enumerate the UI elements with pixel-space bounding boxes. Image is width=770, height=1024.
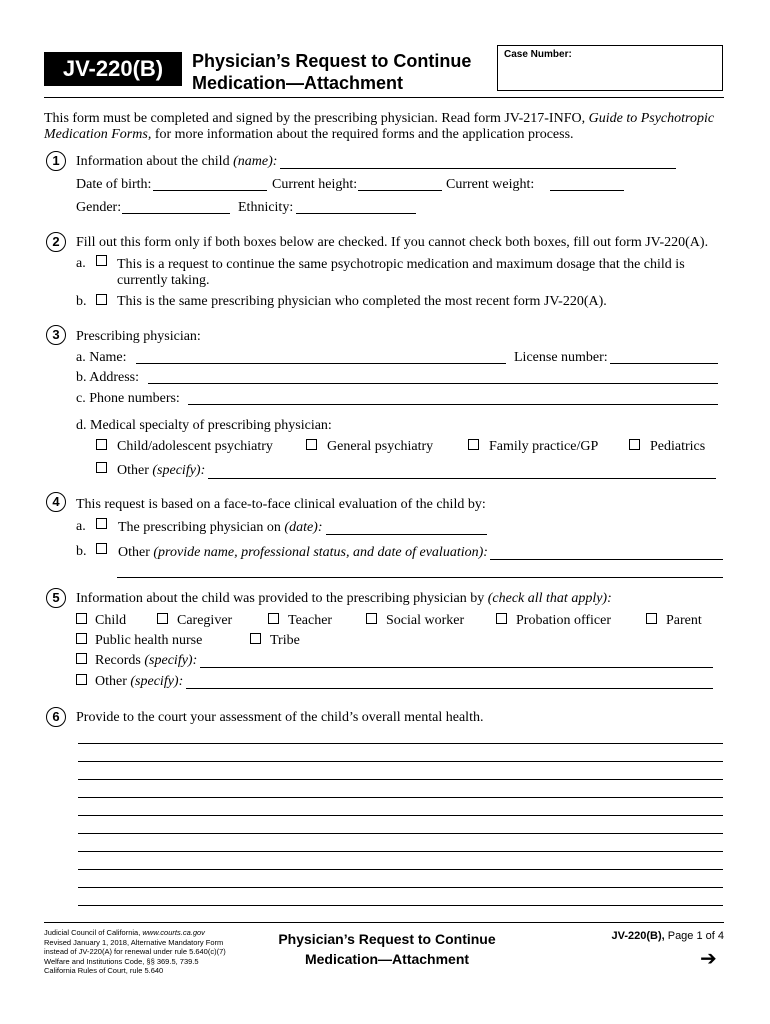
provider-social-worker-label: Social worker [386,613,465,628]
specialty-child-psychiatry-checkbox[interactable] [96,439,107,450]
evaluation-physician-label: The prescribing physician on (date): [118,520,323,535]
license-number-field[interactable] [610,363,718,364]
evaluation-b-letter: b. [76,544,87,559]
form-title-line1: Physician’s Request to Continue [192,51,472,71]
height-label: Current height: [272,177,358,192]
evaluation-other-label: Other (provide name, professional status, and date of evaluation): [118,545,488,560]
physician-address-label: b. Address: [76,370,139,385]
header-divider [44,97,724,98]
physician-name-label: a. Name: [76,350,127,365]
provider-child-label: Child [95,613,127,628]
provider-child-checkbox[interactable] [76,613,87,624]
assessment-line[interactable] [78,797,723,798]
footer-citation-line2: Revised January 1, 2018, Alternative Mandatory Form [44,937,224,947]
specialty-family-practice-label: Family practice/GP [489,439,599,454]
phone-numbers-field[interactable] [188,404,718,405]
assessment-line[interactable] [78,833,723,834]
assessment-line[interactable] [78,887,723,888]
form-title-line2: Medication—Attachment [192,73,404,93]
form-title [192,50,471,94]
license-number-label: License number: [514,350,608,365]
evaluation-other-field-2[interactable] [117,577,723,578]
same-physician-checkbox[interactable] [96,294,107,305]
provider-other-label: Other (specify): [95,674,184,689]
form-id-badge: JV-220(B) [44,52,182,86]
provider-probation-checkbox[interactable] [496,613,507,624]
provider-nurse-label: Public health nurse [95,633,203,648]
intro-line1: This form must be completed and signed by the prescribing physician. Read form JV-217-INFO, Guide to Psychotropic [44,111,715,126]
provider-teacher-label: Teacher [288,613,333,628]
ethnicity-field[interactable] [296,213,416,214]
provider-other-field[interactable] [186,688,713,689]
same-medication-checkbox[interactable] [96,255,107,266]
child-name-field[interactable] [280,168,676,169]
footer-citation-line5: California Rules of Court, rule 5.640 [44,966,164,975]
assessment-line[interactable] [78,743,723,744]
footer-title-line2: Medication—Attachment [304,951,470,967]
intro-line2: Medication Forms, for more information about the required forms and the application process. [44,127,574,142]
section-2-number: 2 [46,232,66,252]
footer-title-line1: Physician’s Request to Continue [278,931,496,947]
case-number-label: Case Number: [504,49,572,60]
height-field[interactable] [358,190,442,191]
page-number: JV-220(B), Page 1 of 4 [611,930,724,942]
dob-label: Date of birth: [76,177,152,192]
specialty-family-practice-checkbox[interactable] [468,439,479,450]
assessment-line[interactable] [78,779,723,780]
provider-caregiver-checkbox[interactable] [157,613,168,624]
provider-tribe-label: Tribe [270,633,300,648]
provider-tribe-checkbox[interactable] [250,633,261,644]
section-3-number: 3 [46,325,66,345]
case-number-field[interactable] [497,45,723,91]
phone-numbers-label: c. Phone numbers: [76,391,180,406]
medical-specialty-label: d. Medical specialty of prescribing physician: [76,418,332,433]
specialty-other-field[interactable] [208,478,716,479]
mental-health-assessment-label: Provide to the court your assessment of the child’s overall mental health. [76,710,484,725]
footer-title [268,929,506,969]
prescribing-physician-label: Prescribing physician: [76,329,201,344]
provider-parent-checkbox[interactable] [646,613,657,624]
evaluation-other-checkbox[interactable] [96,543,107,554]
specialty-general-psychiatry-checkbox[interactable] [306,439,317,450]
provider-teacher-checkbox[interactable] [268,613,279,624]
specialty-pediatrics-label: Pediatrics [650,439,706,454]
option-b-letter: b. [76,294,87,309]
gender-field[interactable] [122,213,230,214]
physician-address-field[interactable] [148,383,718,384]
specialty-other-label: Other (specify): [117,463,206,478]
evaluation-physician-checkbox[interactable] [96,518,107,529]
same-medication-text-line2: currently taking. [117,273,210,288]
evaluation-a-letter: a. [76,519,86,534]
evaluation-date-field[interactable] [326,534,487,535]
provider-records-checkbox[interactable] [76,653,87,664]
section-5-number: 5 [46,588,66,608]
footer-divider [44,922,724,923]
option-a-letter: a. [76,256,86,271]
next-page-arrow-icon[interactable]: ➔ [700,948,717,970]
provider-nurse-checkbox[interactable] [76,633,87,644]
physician-name-field[interactable] [136,363,506,364]
gender-label: Gender: [76,200,122,215]
provider-social-worker-checkbox[interactable] [366,613,377,624]
specialty-child-psychiatry-label: Child/adolescent psychiatry [117,439,273,454]
ethnicity-label: Ethnicity: [238,200,294,215]
provider-records-label: Records (specify): [95,653,198,668]
provider-records-field[interactable] [200,667,713,668]
assessment-line[interactable] [78,761,723,762]
child-name-label: Information about the child (name): [76,154,278,169]
footer-citation-line1: Judicial Council of California, www.courts.ca.gov [44,928,205,937]
specialty-pediatrics-checkbox[interactable] [629,439,640,450]
assessment-line[interactable] [78,851,723,852]
provider-parent-label: Parent [666,613,702,628]
dob-field[interactable] [153,190,267,191]
section-4-number: 4 [46,492,66,512]
info-provider-label: Information about the child was provided to the prescribing physician by (check all that apply): [76,591,612,606]
assessment-line[interactable] [78,905,723,906]
weight-label: Current weight: [446,177,535,192]
section-6-number: 6 [46,707,66,727]
footer-citation-line3: instead of JV-220(A) for renewal under rule 5.640(c)(7) [44,947,226,956]
weight-field[interactable] [550,190,624,191]
section-2-instructions: Fill out this form only if both boxes below are checked. If you cannot check both boxes, fill out form JV-220(A). [76,235,709,250]
provider-other-checkbox[interactable] [76,674,87,685]
assessment-line[interactable] [78,869,723,870]
provider-caregiver-label: Caregiver [177,613,233,628]
provider-probation-label: Probation officer [516,613,611,628]
assessment-line[interactable] [78,815,723,816]
footer-citation [44,928,226,976]
evaluation-basis-label: This request is based on a face-to-face clinical evaluation of the child by: [76,497,486,512]
specialty-other-checkbox[interactable] [96,462,107,473]
footer-citation-line4: Welfare and Institutions Code, §§ 369.5, 739.5 [44,956,199,966]
evaluation-other-field-1[interactable] [490,559,723,560]
same-medication-text-line1: This is a request to continue the same psychotropic medication and maximum dosage that the child is [117,257,685,272]
section-1-number: 1 [46,151,66,171]
specialty-general-psychiatry-label: General psychiatry [327,439,434,454]
same-physician-text: This is the same prescribing physician who completed the most recent form JV-220(A). [117,294,607,309]
